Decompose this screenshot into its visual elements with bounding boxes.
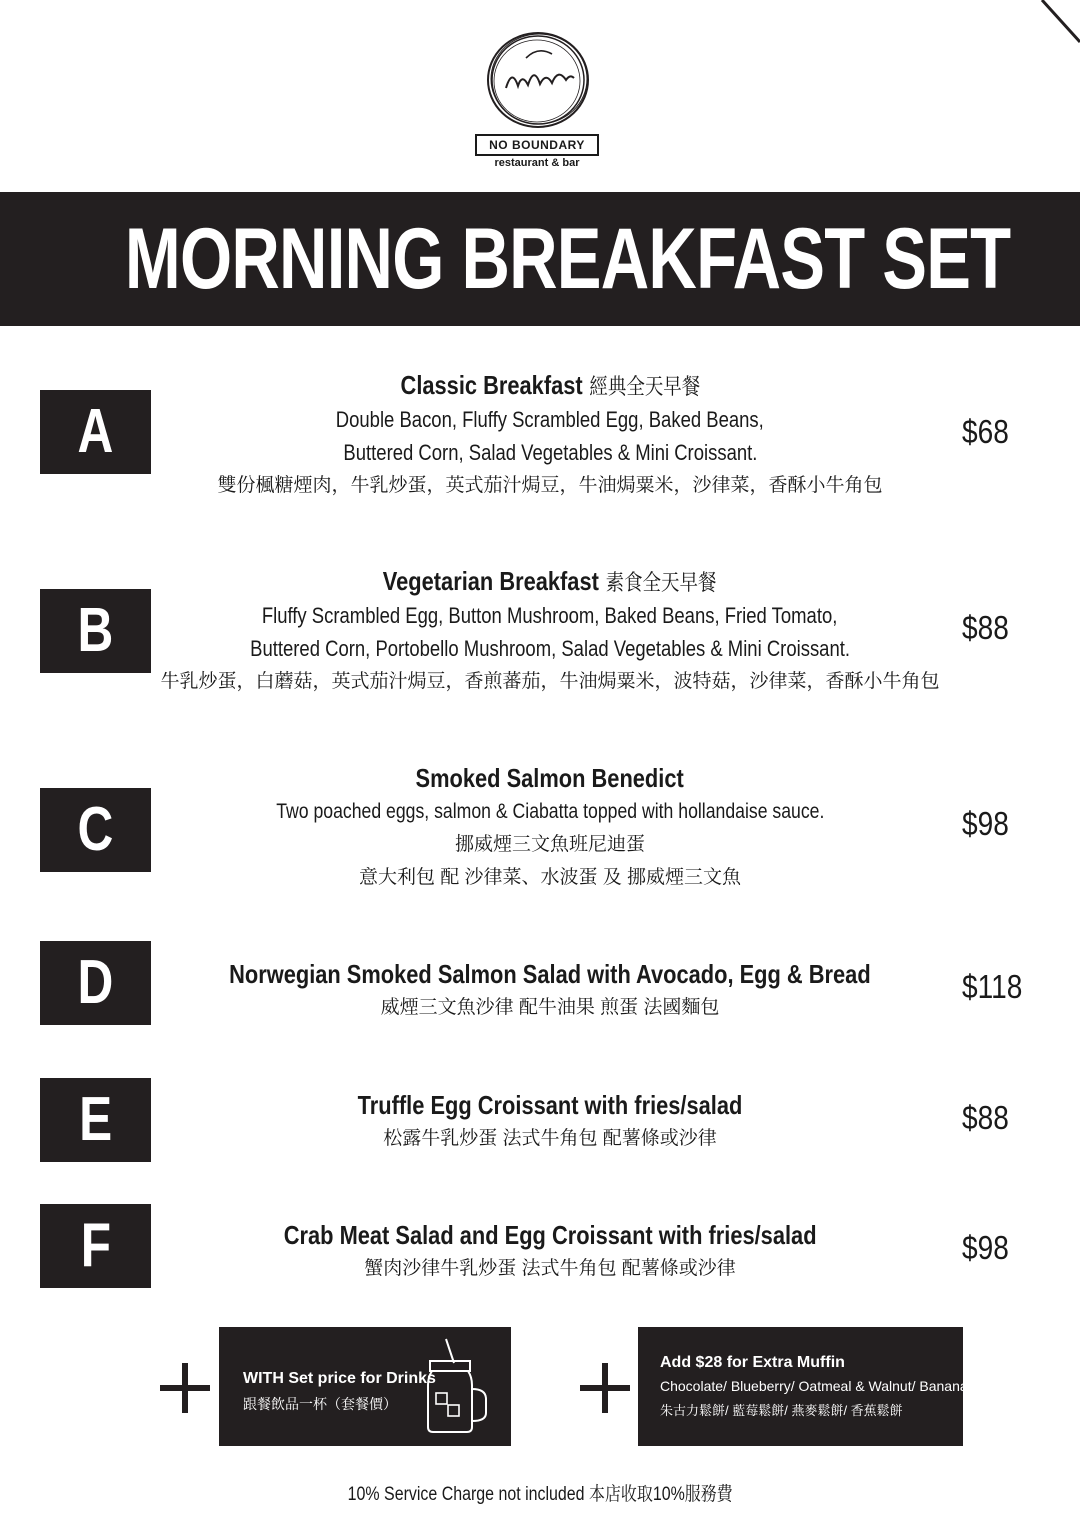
item-description-cn: 意大利包 配 沙律菜、水波蛋 及 挪威煙三文魚	[358, 867, 742, 888]
item-name-cn: 素食全天早餐	[605, 570, 717, 595]
set-letter-d-text: D	[77, 948, 114, 1017]
service-charge-text: 10% Service Charge not included 本店收取10%服務費	[347, 1484, 733, 1505]
logo-tagline: restaurant & bar	[494, 157, 580, 169]
price-f-text: $98	[962, 1229, 1009, 1266]
drinks-addon	[219, 1327, 511, 1446]
price-b	[962, 608, 1017, 648]
set-letter-b	[40, 589, 151, 673]
set-letter-f	[40, 1204, 151, 1288]
set-letter-d	[40, 941, 151, 1025]
corner-decoration	[1020, 0, 1080, 50]
logo-emblem	[482, 28, 594, 132]
item-name: Smoked Salmon Benedict	[415, 763, 685, 793]
set-letter-c-text: C	[77, 795, 114, 864]
muffin-addon	[638, 1327, 968, 1446]
item-name: Norwegian Smoked Salmon Salad with Avocado, Egg & Bread	[229, 959, 871, 989]
item-name: Truffle Egg Croissant with fries/salad	[357, 1090, 743, 1120]
item-description: Two poached eggs, salmon & Ciabatta topped with hollandaise sauce.	[275, 800, 825, 823]
plus-icon	[160, 1363, 210, 1413]
price-f	[962, 1228, 1017, 1268]
price-e	[962, 1098, 1017, 1138]
price-e-text: $88	[962, 1099, 1009, 1136]
restaurant-logo	[470, 28, 610, 173]
menu-item-a	[150, 369, 950, 502]
set-letter-a	[40, 390, 151, 474]
price-d	[962, 967, 1033, 1007]
set-letter-e	[40, 1078, 151, 1162]
price-c	[962, 804, 1017, 844]
item-name: Vegetarian Breakfast	[383, 566, 600, 596]
price-b-text: $88	[962, 609, 1009, 646]
set-letter-b-text: B	[77, 596, 114, 665]
item-description-cn: 挪威煙三文魚班尼迪蛋	[454, 834, 645, 855]
set-letter-c	[40, 788, 151, 872]
item-description-cn: 威煙三文魚沙律 配牛油果 煎蛋 法國麵包	[380, 997, 720, 1018]
item-description: Buttered Corn, Portobello Mushroom, Salad Vegetables & Mini Croissant.	[250, 636, 850, 661]
item-name: Crab Meat Salad and Egg Croissant with fries/salad	[283, 1220, 817, 1250]
item-description-cn: 雙份楓糖煙肉，牛乳炒蛋，英式茄汁焗豆，牛油焗粟米，沙律菜，香酥小牛角包	[217, 475, 883, 496]
item-name: Classic Breakfast	[400, 370, 583, 400]
muffin-addon-title: Add $28 for Extra Muffin	[660, 1354, 845, 1371]
muffin-addon-options: Chocolate/ Blueberry/ Oatmeal & Walnut/ Banana	[660, 1378, 968, 1394]
item-description-cn: 蟹肉沙律牛乳炒蛋 法式牛角包 配薯條或沙律	[364, 1258, 736, 1279]
item-description: Double Bacon, Fluffy Scrambled Egg, Baked Beans,	[335, 407, 765, 432]
set-letter-a-text: A	[77, 397, 114, 466]
item-description: Fluffy Scrambled Egg, Button Mushroom, Baked Beans, Fried Tomato,	[262, 603, 838, 628]
menu-item-f	[150, 1219, 950, 1285]
set-letter-f-text: F	[80, 1211, 111, 1280]
price-a-text: $68	[962, 413, 1009, 450]
item-name-cn: 經典全天早餐	[588, 374, 700, 399]
price-a	[962, 412, 1017, 452]
item-description: Buttered Corn, Salad Vegetables & Mini Croissant.	[343, 440, 757, 465]
menu-item-c	[150, 762, 950, 894]
menu-title	[0, 192, 1080, 326]
muffin-addon-options-cn: 朱古力鬆餅/ 藍莓鬆餅/ 燕麥鬆餅/ 香蕉鬆餅	[660, 1403, 903, 1418]
item-description-cn: 牛乳炒蛋，白蘑菇，英式茄汁焗豆，香煎蕃茄，牛油焗粟米，波特菇，沙律菜，香酥小牛角包	[160, 671, 940, 692]
menu-item-e	[150, 1089, 950, 1155]
price-d-text: $118	[962, 968, 1023, 1005]
menu-item-b	[150, 565, 950, 698]
logo-name: NO BOUNDARY	[475, 134, 599, 156]
drinks-addon-title: WITH Set price for Drinks	[243, 1370, 436, 1387]
plus-icon	[580, 1363, 630, 1413]
service-charge-note	[0, 1479, 1080, 1506]
mason-jar-icon	[424, 1337, 492, 1435]
item-description-cn: 松露牛乳炒蛋 法式牛角包 配薯條或沙律	[383, 1128, 717, 1149]
set-letter-e-text: E	[78, 1085, 113, 1154]
price-c-text: $98	[962, 805, 1009, 842]
menu-title-text: MORNING BREAKFAST SET	[124, 211, 1011, 307]
drinks-addon-subtitle: 跟餐飲品一杯（套餐價）	[243, 1396, 397, 1412]
menu-item-d	[150, 958, 950, 1024]
